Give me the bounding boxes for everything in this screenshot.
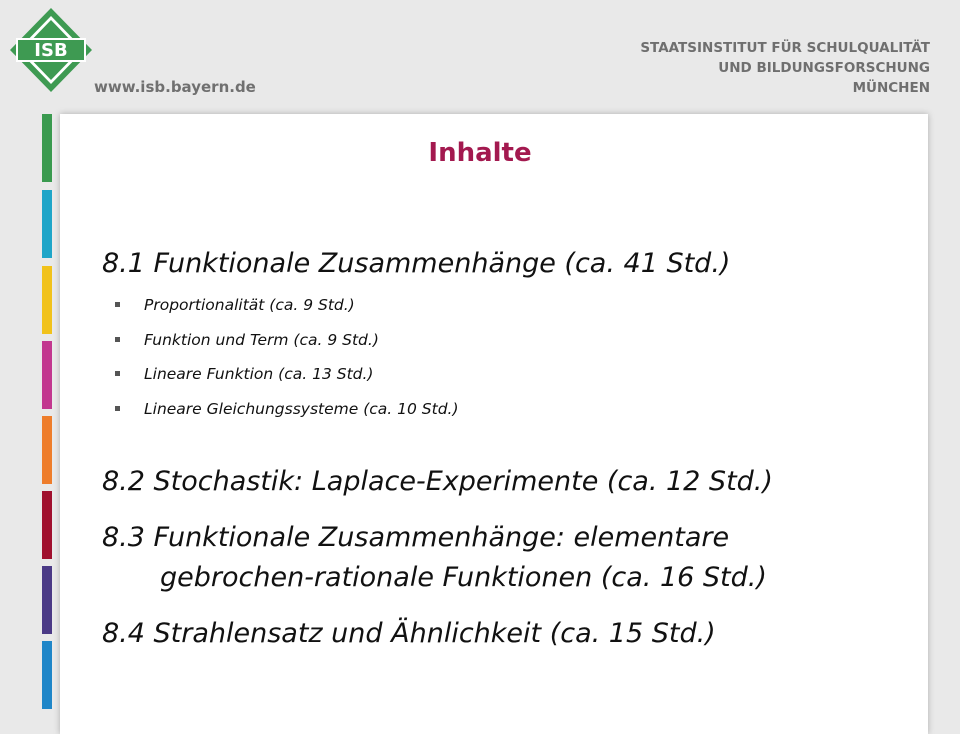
list-item xyxy=(102,327,922,362)
website-url[interactable]: www.isb.bayern.de xyxy=(94,78,256,96)
stripe-purple xyxy=(42,566,52,634)
section-heading-8-2: 8.2 Stochastik: Laplace-Experimente (ca. 12 Std.) xyxy=(102,466,773,497)
stripe-blue xyxy=(42,641,52,709)
institute-line-2: UND BILDUNGSFORSCHUNG xyxy=(718,60,930,76)
square-bullet-icon xyxy=(115,337,120,342)
list-item-text: Lineare Gleichungssysteme (ca. 10 Std.) xyxy=(144,399,459,418)
slide-content xyxy=(102,244,922,654)
list-item xyxy=(102,292,922,327)
isb-logo-mark xyxy=(8,6,94,96)
section-heading-8-3-line-1: 8.3 Funktionale Zusammenhänge: elementare xyxy=(102,522,730,553)
list-item-text: Funktion und Term (ca. 9 Std.) xyxy=(144,330,379,349)
section-8-1-list xyxy=(102,292,922,430)
section-heading-8-4: 8.4 Strahlensatz und Ähnlichkeit (ca. 15 Std.) xyxy=(102,618,716,649)
isb-logo xyxy=(8,6,256,106)
list-item-text: Proportionalität (ca. 9 Std.) xyxy=(144,296,355,314)
section-heading-8-1: 8.1 Funktionale Zusammenhänge (ca. 41 Std.) xyxy=(102,248,731,279)
stripe-cyan xyxy=(42,190,52,258)
square-bullet-icon xyxy=(115,371,120,376)
section-heading-8-3 xyxy=(102,518,922,598)
slide-title: Inhalte xyxy=(428,138,532,168)
section-heading-8-3-line-2: gebrochen-rationale Funktionen (ca. 16 Std.) xyxy=(160,562,767,593)
square-bullet-icon xyxy=(115,406,120,411)
stripe-magenta xyxy=(42,341,52,409)
institute-name xyxy=(640,38,930,98)
list-item-text: Lineare Funktion (ca. 13 Std.) xyxy=(144,365,374,383)
stripe-orange xyxy=(42,416,52,484)
logo-text: ISB xyxy=(34,40,68,61)
institute-line-1: STAATSINSTITUT FÜR SCHULQUALITÄT xyxy=(640,40,930,56)
stripe-yellow xyxy=(42,266,52,334)
square-bullet-icon xyxy=(115,302,120,307)
institute-line-3: MÜNCHEN xyxy=(852,80,930,96)
stripe-darkred xyxy=(42,491,52,559)
list-item xyxy=(102,361,922,396)
list-item xyxy=(102,396,922,431)
